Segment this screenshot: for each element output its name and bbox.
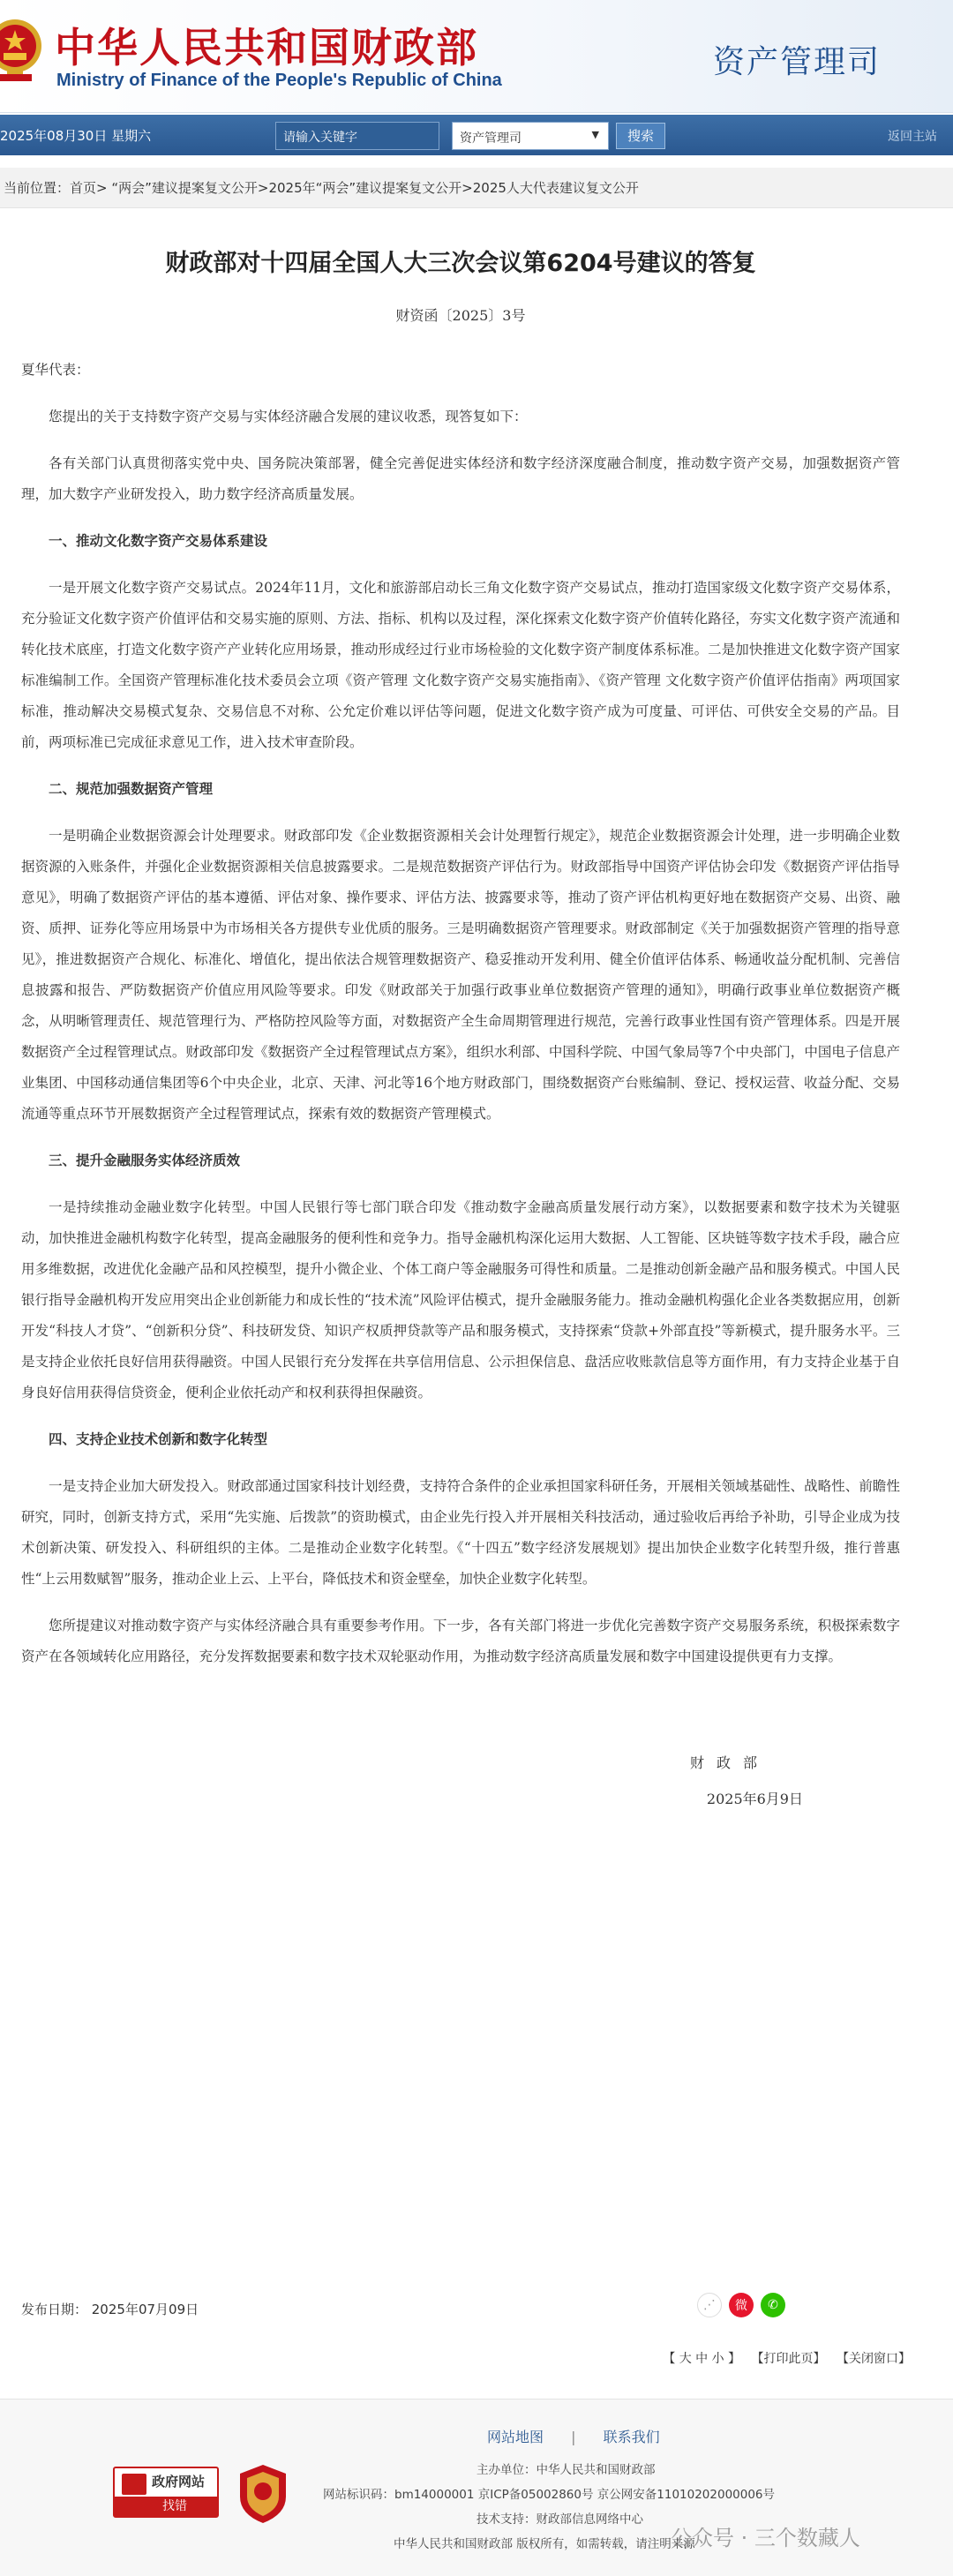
sitemap-link[interactable]: 网站地图 [487, 2429, 544, 2445]
section-paragraph: 一是持续推动金融业数字化转型。中国人民银行等七部门联合印发《推动数字金融高质量发展行动方案》，以数据要素和数字技术为关键驱动，加快推进金融机构数字化转型，提高金融服务的便利性和竞争力。指导金融机构深化运用大数据、人工智能、区块链等数字技术手段，融合应用多维数据，改进优化金融产品和风控模型，提升小微企业、个体工商户等金融服务可得性和质量。二是推动创新金融产品和服务模式。中国人民银行指导金融机构开发应用突出企业创新能力和成长性的“技术流”风险评估模式，提升金融服务能力。推动金融机构强化企业各类数据应用，创新开发“科技人才贷”、“创新积分贷”、科技研发贷、知识产权质押贷款等产品和服务模式，支持探索“贷款+外部直投”等新模式，提升服务水平。三是支持企业依托良好信用获得融资。中国人民银行充分发挥在共享信用信息、公示担保信息、盘活应收账款信息等方面作用，有力支持企业基于自身良好信用获得信贷资金，便利企业依托动产和权利获得担保融资。 [21, 1199, 900, 1401]
breadcrumb [0, 168, 953, 208]
pen-icon [122, 2474, 146, 2495]
sponsor-text: 主办单位：中华人民共和国财政部 [476, 2463, 656, 2477]
salutation: 夏华代表： [21, 362, 90, 378]
badge-action: 找错 [115, 2497, 217, 2516]
badge-title: 政府网站 [152, 2474, 206, 2490]
tech-support-text: 技术支持：财政部信息网络中心 [476, 2512, 643, 2527]
national-emblem-icon [0, 12, 42, 94]
wechat-icon[interactable]: ✆ [761, 2293, 785, 2317]
section-paragraph: 一是明确企业数据资源会计处理要求。财政部印发《企业数据资源相关会计处理暂行规定》，规范企业数据资源会计处理，进一步明确企业数据资源的入账条件，并强化企业数据资源相关信息披露要求。二是规范数据资产评估行为。财政部指导中国资产评估协会印发《数据资产评估指导意见》，明确了数据资产评估的基本遵循、评估对象、操作要求、评估方法、披露要求等，推动了资产评估机构更好地在数据资产交易、出资、融资、质押、证券化等应用场景中为市场相关各方提供专业优质的服务。三是明确数据资产管理要求。财政部制定《关于加强数据资产管理的指导意见》，推进数据资产合规化、标准化、增值化，提出依法合规管理数据资产、稳妥推动开发利用、健全价值评估体系、畅通收益分配机制、完善信息披露和报告、严防数据资产价值应用风险等要求。印发《财政部关于加强行政事业单位数据资产管理的通知》，明确行政事业单位数据资产概念，从明晰管理责任、规范管理行为、严格防控风险等方面，对数据资产全生命周期管理进行规范，完善行政事业性国有资产管理体系。四是开展数据资产全过程管理试点。财政部印发《数据资产全过程管理试点方案》，组织水利部、中国科学院、中国气象局等7个中央部门，中国电子信息产业集团、中国移动通信集团等6个中央企业，北京、天津、河北等16个地方财政部门，围绕数据资产台账编制、登记、授权运营、收益分配、交易流通等重点环节开展数据资产全过程管理试点，探索有效的数据资产管理模式。 [21, 828, 900, 1122]
weibo-icon[interactable]: 微 [729, 2293, 754, 2317]
overview-paragraph: 各有关部门认真贯彻落实党中央、国务院决策部署，健全完善促进实体经济和数字经济深度融合制度，推动数字资产交易，加强数据资产管理，加大数字产业研发投入，助力数字经济高质量发展。 [21, 455, 900, 502]
section-heading: 二、规范加强数据资产管理 [49, 781, 214, 797]
page-tools [656, 2349, 911, 2367]
site-header [0, 0, 953, 113]
divider: | [571, 2429, 576, 2445]
search-input[interactable]: 请输入关键字 [275, 122, 439, 150]
breadcrumb-text[interactable]: 当前位置：首页> “两会”建议提案复文公开>2025年“两会”建议提案复文公开>2025人大代表建议复文公开 [4, 180, 639, 196]
article [0, 244, 953, 1808]
scope-select[interactable] [452, 122, 609, 150]
section-paragraph: 一是开展文化数字资产交易试点。2024年11月，文化和旅游部启动长三角文化数字资产交易试点，推动打造国家级文化数字资产交易体系，充分验证文化数字资产价值评估和交易实施的原则、方法、指标、机构以及过程，深化探索文化数字资产价值转化路径，夯实文化数字资产流通和转化技术底座，打造文化数字资产产业转化应用场景，推动形成经过行业市场检验的文化数字资产制度体系标准。二是加快推进文化数字资产国家标准编制工作。全国资产管理标准化技术委员会立项《资产管理 文化数字资产交易实施指南》、《资产管理 文化数字资产价值评估指南》两项国家标准，推动解决交易模式复杂、交易信息不对称、公允定价难以评估等问题，促进文化数字资产成为可度量、可评估、可供安全交易的产品。目前，两项标准已完成征求意见工作，进入技术审查阶段。 [21, 580, 900, 750]
footer-links [487, 2426, 660, 2446]
record-text: 网站标识码：bm14000001 京ICP备05002860号 京公网安备11010202000006号 [323, 2488, 776, 2502]
signature-date: 2025年6月9日 [706, 1791, 803, 1807]
section-heading: 三、提升金融服务实体经济质效 [49, 1153, 241, 1168]
chevron-down-icon: ▼ [591, 129, 599, 140]
section-heading: 一、推动文化数字资产交易体系建设 [49, 533, 268, 549]
intro-paragraph: 您提出的关于支持数字资产交易与实体经济融合发展的建议收悉，现答复如下： [49, 409, 528, 424]
signature: 财政部 [689, 1754, 769, 1771]
print-link[interactable]: 【打印此页】 [751, 2352, 826, 2366]
publish-date: 发布日期： 2025年07月09日 [21, 2302, 199, 2317]
scope-select-value: 资产管理司 [460, 131, 522, 146]
current-date: 2025年08月30日 星期六 [0, 128, 152, 144]
error-report-badge[interactable] [113, 2467, 219, 2518]
article-body [21, 355, 900, 1672]
section-paragraph: 一是支持企业加大研发投入。财政部通过国家科技计划经费，支持符合条件的企业承担国家科研任务，开展相关领域基础性、战略性、前瞻性研究，同时，创新支持方式，采用“先实施、后拨款”的资助模式，由企业先行投入并开展相关科技活动，通过验收后再给予补助，引导企业成为技术创新决策、研发投入、科研组织的主体。二是推动企业数字化转型。《“十四五”数字经济发展规划》提出加快企业数字化转型升级，推行普惠性“上云用数赋智”服务，推动企业上云、上平台，降低技术和资金壁垒，加快企业数字化转型。 [21, 1478, 900, 1587]
department-name: 资产管理司 [712, 44, 881, 80]
font-size-toggle[interactable]: 【 大 中 小 】 [663, 2352, 741, 2366]
nav-bar [0, 115, 953, 155]
contact-link[interactable]: 联系我们 [603, 2429, 660, 2445]
watermark-text: 公众号 · 三个数藏人 [671, 2526, 860, 2550]
page-title: 财政部对十四届全国人大三次会议第6204号建议的答复 [165, 250, 756, 277]
share-bar [697, 2293, 785, 2317]
document-number: 财资函〔2025〕3号 [395, 307, 526, 324]
home-link[interactable]: 返回主站 [888, 130, 937, 144]
closing-paragraph: 您所提建议对推动数字资产与实体经济融合具有重要参考作用。下一步，各有关部门将进一步优化完善数字资产交易服务系统，积极探索数字资产在各领域转化应用路径，充分发挥数据要素和数字技术双轮驱动作用，为推动数字经济高质量发展和数字中国建设提供更有力支撑。 [21, 1618, 900, 1664]
section-heading: 四、支持企业技术创新和数字化转型 [49, 1431, 268, 1447]
search-button[interactable]: 搜索 [616, 123, 665, 149]
party-org-badge-icon[interactable] [236, 2463, 289, 2525]
close-window-link[interactable]: 【关闭窗口】 [837, 2352, 911, 2366]
copyright-text: 中华人民共和国财政部 版权所有，如需转载，请注明来源 [394, 2537, 695, 2551]
site-name-en: Ministry of Finance of the People's Republic of China [56, 71, 502, 90]
share-icon[interactable]: ⋰ [697, 2293, 722, 2317]
site-name-cn[interactable]: 中华人民共和国财政部 [55, 24, 478, 71]
